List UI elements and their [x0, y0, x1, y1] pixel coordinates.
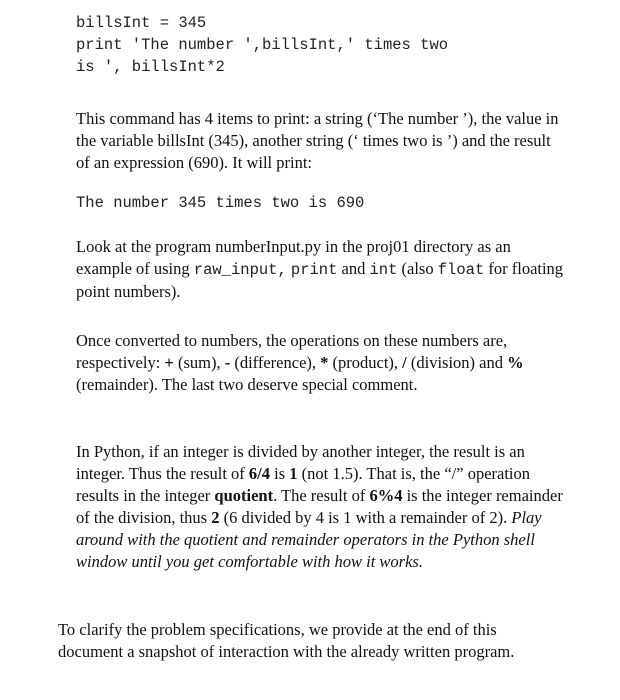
operator-product: *: [320, 353, 329, 372]
bold-quotient: quotient: [214, 486, 274, 505]
bold-result: 2: [211, 508, 220, 527]
inline-code-float: float: [437, 261, 485, 279]
text-segment: (difference),: [230, 353, 321, 372]
operator-sum: +: [164, 353, 174, 372]
text-segment: (sum),: [173, 353, 225, 372]
paragraph-operations: [76, 330, 566, 396]
paragraph-clarify: To clarify the problem specifications, we provide at the end of this document a snapshot of interaction with the already written program.: [58, 620, 515, 661]
inline-code-print: print: [290, 261, 338, 279]
paragraph-print-explanation: This command has 4 items to print: a string (‘The number ’), the value in the variable billsInt (345), another string (‘ times two is ’) and the result of an expression (690). It will print:: [76, 109, 559, 172]
code-line-1: billsInt = 345: [76, 14, 207, 32]
paragraph-integer-division: [76, 441, 571, 573]
paragraph-number-input: [76, 236, 566, 303]
code-block: [76, 12, 606, 78]
text-segment: for floating point numbers).: [76, 259, 564, 301]
text-segment: is: [270, 464, 290, 483]
text-segment: In Python, if an integer is divided by another integer, the result is an integer. Thus the result of: [76, 442, 525, 483]
text-segment: (remainder). The last two deserve special comment.: [76, 375, 418, 394]
operator-remainder: %: [507, 353, 524, 372]
text-segment: (not 1.5). That is, the “/” operation results in the integer: [76, 464, 530, 505]
text-segment: Look at the program numberInput.py in the proj01 directory as an example of using: [76, 237, 511, 278]
bold-expression: 6%4: [369, 486, 403, 505]
inline-code-int: int: [369, 261, 398, 279]
text-segment: Once converted to numbers, the operations on these numbers are, respectively:: [76, 331, 508, 372]
code-line-2: print 'The number ',billsInt,' times two: [76, 36, 449, 54]
italic-instruction: Play around with the quotient and remainder operators in the Python shell window until you get comfortable with how it works.: [76, 508, 542, 571]
text-segment: (product),: [328, 353, 403, 372]
inline-code-raw-input: raw_input,: [193, 261, 287, 279]
bold-expression: 6/4: [248, 464, 271, 483]
text-segment: (division) and: [406, 353, 508, 372]
operator-difference: -: [224, 353, 231, 372]
program-output-line: The number 345 times two is 690: [76, 194, 365, 212]
text-segment: (also: [397, 259, 438, 278]
bold-result: 1: [289, 464, 298, 483]
text-segment: . The result of: [273, 486, 370, 505]
text-segment: is the integer remainder of the division, thus: [76, 486, 563, 527]
text-segment: (6 divided by 4 is 1 with a remainder of 2).: [219, 508, 512, 527]
code-line-3: is ', billsInt*2: [76, 58, 225, 76]
operator-division: /: [402, 353, 407, 372]
text-segment: and: [337, 259, 370, 278]
